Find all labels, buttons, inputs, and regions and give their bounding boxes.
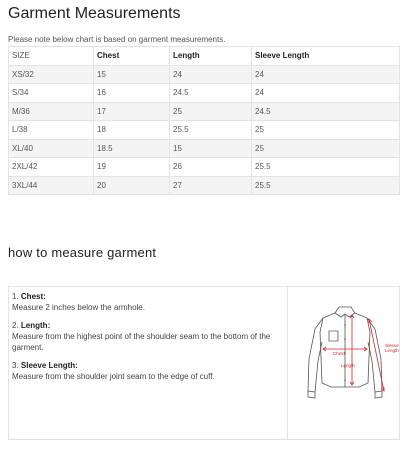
cell-size: M/36 xyxy=(9,102,94,121)
table-row xyxy=(9,121,400,140)
cell-sleeve-length: 24 xyxy=(252,65,400,84)
step-description: Measure from the shoulder joint seam to the edge of cuff. xyxy=(12,372,215,381)
table-header-row xyxy=(9,47,400,66)
cell-length: 24.5 xyxy=(170,84,252,103)
pocket-outline xyxy=(329,331,338,341)
cell-chest: 19 xyxy=(94,158,170,177)
cell-length: 15 xyxy=(170,139,252,158)
cell-length: 26 xyxy=(170,158,252,177)
size-chart-table xyxy=(8,46,400,195)
table-row xyxy=(9,84,400,103)
button-dot xyxy=(344,379,346,381)
cell-size: S/34 xyxy=(9,84,94,103)
step-description: Measure 2 inches below the armhole. xyxy=(12,303,145,312)
step-number: 2. xyxy=(12,321,19,330)
cell-size: 2XL/42 xyxy=(9,158,94,177)
step-label: Length: xyxy=(20,321,51,330)
page-title: Garment Measurements xyxy=(8,5,181,22)
cell-chest: 18.5 xyxy=(94,139,170,158)
measure-instructions xyxy=(9,287,288,439)
how-to-measure-panel xyxy=(8,286,400,440)
step-label: Chest: xyxy=(20,292,46,301)
cell-size: L/38 xyxy=(9,121,94,140)
cell-chest: 18 xyxy=(94,121,170,140)
table-row xyxy=(9,102,400,121)
cell-sleeve-length: 24 xyxy=(252,84,400,103)
cell-size: XL/40 xyxy=(9,139,94,158)
cell-length: 27 xyxy=(170,176,252,195)
cell-sleeve-length: 25 xyxy=(252,121,400,140)
cell-sleeve-length: 24.5 xyxy=(252,102,400,121)
header-sleeve-length: Sleeve Length xyxy=(252,47,400,66)
chest-label: Chest xyxy=(333,351,345,356)
sleeve-length-arrow xyxy=(369,319,384,391)
header-chest: Chest xyxy=(94,47,170,66)
length-label: Length xyxy=(341,363,355,368)
cell-sleeve-length: 25 xyxy=(252,139,400,158)
sleeve-label-line2: Length xyxy=(385,348,399,353)
step-label: Sleeve Length: xyxy=(20,361,78,370)
cell-chest: 17 xyxy=(94,102,170,121)
cell-chest: 20 xyxy=(94,176,170,195)
step-number: 1. xyxy=(12,292,19,301)
cell-size: XS/32 xyxy=(9,65,94,84)
step-chest xyxy=(12,291,284,313)
step-sleeve-length xyxy=(12,360,284,382)
step-length xyxy=(12,320,284,353)
shirt-measurement-diagram xyxy=(289,287,400,439)
cell-chest: 16 xyxy=(94,84,170,103)
button-dot xyxy=(344,338,346,340)
chart-note: Please note below chart is based on garment measurements. xyxy=(8,35,226,44)
table-row xyxy=(9,176,400,195)
button-dot xyxy=(344,324,346,326)
cell-size: 3XL/44 xyxy=(9,176,94,195)
cell-length: 25 xyxy=(170,102,252,121)
cell-length: 25.5 xyxy=(170,121,252,140)
cell-length: 24 xyxy=(170,65,252,84)
cell-chest: 15 xyxy=(94,65,170,84)
how-to-measure-title: how to measure garment xyxy=(8,245,157,260)
step-number: 3. xyxy=(12,361,19,370)
step-description: Measure from the highest point of the shoulder seam to the bottom of the garment. xyxy=(12,332,271,352)
cell-sleeve-length: 25.5 xyxy=(252,158,400,177)
table-row xyxy=(9,65,400,84)
shirt-diagram-icon xyxy=(289,287,400,439)
cell-sleeve-length: 25.5 xyxy=(252,176,400,195)
header-length: Length xyxy=(170,47,252,66)
sleeve-label-line1: Sleeve xyxy=(385,343,399,348)
table-row xyxy=(9,139,400,158)
table-row xyxy=(9,158,400,177)
header-size: SIZE xyxy=(9,47,94,66)
